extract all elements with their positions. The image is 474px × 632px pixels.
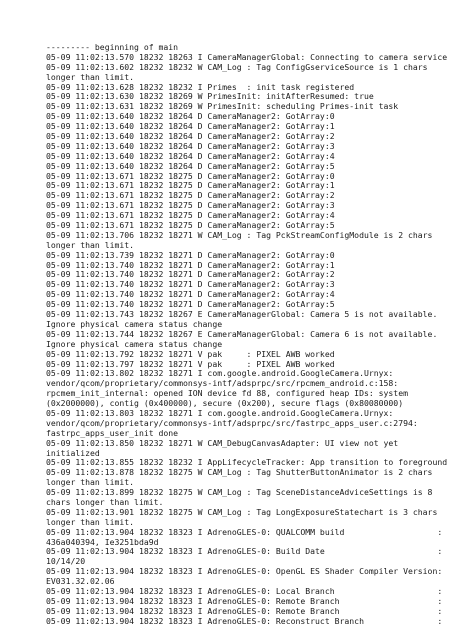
log-line: 05-09 11:02:13.855 18232 18232 I AppLifecycleTracker: App transition to foreground <box>46 457 448 468</box>
log-line: 05-09 11:02:13.739 18232 18271 D CameraManager2: GotArray:0 <box>46 249 335 260</box>
log-line: 05-09 11:02:13.792 18232 18271 V pak : PIXEL AWB worked <box>46 348 335 359</box>
log-line: 05-09 11:02:13.904 18232 18323 I AdrenoGLES-0: Local Branch : <box>46 585 443 596</box>
log-line: 05-09 11:02:13.878 18232 18275 W CAM_Log : Tag ShutterButtonAnimator is 2 chars <box>46 467 433 478</box>
log-line: chars longer than limit. <box>46 496 164 507</box>
log-line: 05-09 11:02:13.901 18232 18275 W CAM_Log : Tag LongExposureStatechart is 3 chars <box>46 506 438 517</box>
log-line: longer than limit. <box>46 516 135 527</box>
log-line: 05-09 11:02:13.740 18232 18271 D CameraManager2: GotArray:1 <box>46 259 335 270</box>
log-line: initialized <box>46 447 100 458</box>
log-line: rpcmem_init_internal: opened ION device fd 88, configured heap IDs: system <box>46 388 408 399</box>
log-line: 05-09 11:02:13.671 18232 18275 D CameraManager2: GotArray:3 <box>46 200 335 211</box>
log-line: 05-09 11:02:13.640 18232 18264 D CameraManager2: GotArray:4 <box>46 150 335 161</box>
logcat-document <box>46 42 448 627</box>
log-line: longer than limit. <box>46 239 135 250</box>
log-line: 05-09 11:02:13.904 18232 18323 I AdrenoGLES-0: Build Date : <box>46 546 443 557</box>
log-line: longer than limit. <box>46 71 135 82</box>
log-line: 05-09 11:02:13.671 18232 18275 D CameraManager2: GotArray:1 <box>46 180 335 191</box>
log-line: 436a040394, Ie3251bda9d <box>46 536 159 547</box>
log-line: 05-09 11:02:13.631 18232 18269 W PrimesInit: scheduling Primes-init task <box>46 101 399 112</box>
log-line: 10/14/20 <box>46 556 86 567</box>
log-line: (0x2000000), contig (0x400000), secure (0x200), secure flags (0x80080000) <box>46 398 404 409</box>
log-line: 05-09 11:02:13.602 18232 18232 W CAM_Log : Tag ConfigGserviceSource is 1 chars <box>46 61 428 72</box>
log-line: 05-09 11:02:13.640 18232 18264 D CameraManager2: GotArray:3 <box>46 140 335 151</box>
log-line: 05-09 11:02:13.797 18232 18271 V pak : PIXEL AWB worked <box>46 358 335 369</box>
log-line: 05-09 11:02:13.904 18232 18323 I AdrenoGLES-0: Remote Branch : <box>46 595 443 606</box>
log-line: 05-09 11:02:13.803 18232 18271 I com.google.android.GoogleCamera.Urnyx: <box>46 407 394 418</box>
log-line: vendor/qcom/proprietary/commonsys-intf/adsprpc/src/rpcmem_android.c:158: <box>46 378 399 389</box>
log-line: 05-09 11:02:13.706 18232 18271 W CAM_Log : Tag PckStreamConfigModule is 2 chars <box>46 229 433 240</box>
log-line: 05-09 11:02:13.630 18232 18269 W PrimesInit: initAfterResumed: true <box>46 91 374 102</box>
log-line: 05-09 11:02:13.904 18232 18323 I AdrenoGLES-0: Remote Branch : <box>46 605 443 616</box>
log-line: EV031.32.02.06 <box>46 576 115 587</box>
log-line: fastrpc_apps_user_init done <box>46 427 179 438</box>
log-line: 05-09 11:02:13.740 18232 18271 D CameraManager2: GotArray:2 <box>46 269 335 280</box>
log-line: 05-09 11:02:13.850 18232 18271 W CAM_DebugCanvasAdapter: UI view not yet <box>46 437 399 448</box>
log-line: 05-09 11:02:13.570 18232 18263 I CameraManagerGlobal: Connecting to camera service <box>46 51 448 62</box>
log-line: 05-09 11:02:13.904 18232 18323 I AdrenoGLES-0: Reconstruct Branch : <box>46 615 443 626</box>
log-line: 05-09 11:02:13.802 18232 18271 I com.google.android.GoogleCamera.Urnyx: <box>46 368 394 379</box>
log-line: vendor/qcom/proprietary/commonsys-intf/adsprpc/src/fastrpc_apps_user.c:2794: <box>46 417 418 428</box>
log-line: Ignore physical camera status change <box>46 338 223 349</box>
log-line: 05-09 11:02:13.743 18232 18267 E CameraManagerGlobal: Camera 5 is not available. <box>46 309 438 320</box>
log-line: 05-09 11:02:13.640 18232 18264 D CameraManager2: GotArray:0 <box>46 111 335 122</box>
log-line: 05-09 11:02:13.740 18232 18271 D CameraManager2: GotArray:4 <box>46 289 335 300</box>
log-line: --------- beginning of main <box>46 42 179 52</box>
log-line: 05-09 11:02:13.671 18232 18275 D CameraManager2: GotArray:4 <box>46 210 335 221</box>
log-line: 05-09 11:02:13.740 18232 18271 D CameraManager2: GotArray:5 <box>46 299 335 310</box>
log-line: 05-09 11:02:13.904 18232 18323 I AdrenoGLES-0: QUALCOMM build : <box>46 526 443 537</box>
log-line: 05-09 11:02:13.904 18232 18323 I AdrenoGLES-0: OpenGL ES Shader Compiler Version: <box>46 566 443 577</box>
log-line: 05-09 11:02:13.899 18232 18275 W CAM_Log : Tag SceneDistanceAdviceSettings is 8 <box>46 487 433 498</box>
log-line: longer than limit. <box>46 477 135 488</box>
log-line: 05-09 11:02:13.640 18232 18264 D CameraManager2: GotArray:2 <box>46 131 335 142</box>
log-line: 05-09 11:02:13.640 18232 18264 D CameraManager2: GotArray:1 <box>46 121 335 132</box>
log-line: 05-09 11:02:13.671 18232 18275 D CameraManager2: GotArray:2 <box>46 190 335 201</box>
log-line: 05-09 11:02:13.628 18232 18232 I Primes : init task registered <box>46 81 355 92</box>
log-line: 05-09 11:02:13.671 18232 18275 D CameraManager2: GotArray:0 <box>46 170 335 181</box>
log-line: Ignore physical camera status change <box>46 318 223 329</box>
log-line: 05-09 11:02:13.671 18232 18275 D CameraManager2: GotArray:5 <box>46 220 335 231</box>
log-line: 05-09 11:02:13.740 18232 18271 D CameraManager2: GotArray:3 <box>46 279 335 290</box>
log-line: 05-09 11:02:13.640 18232 18264 D CameraManager2: GotArray:5 <box>46 160 335 171</box>
log-line: 05-09 11:02:13.744 18232 18267 E CameraManagerGlobal: Camera 6 is not available. <box>46 328 438 339</box>
